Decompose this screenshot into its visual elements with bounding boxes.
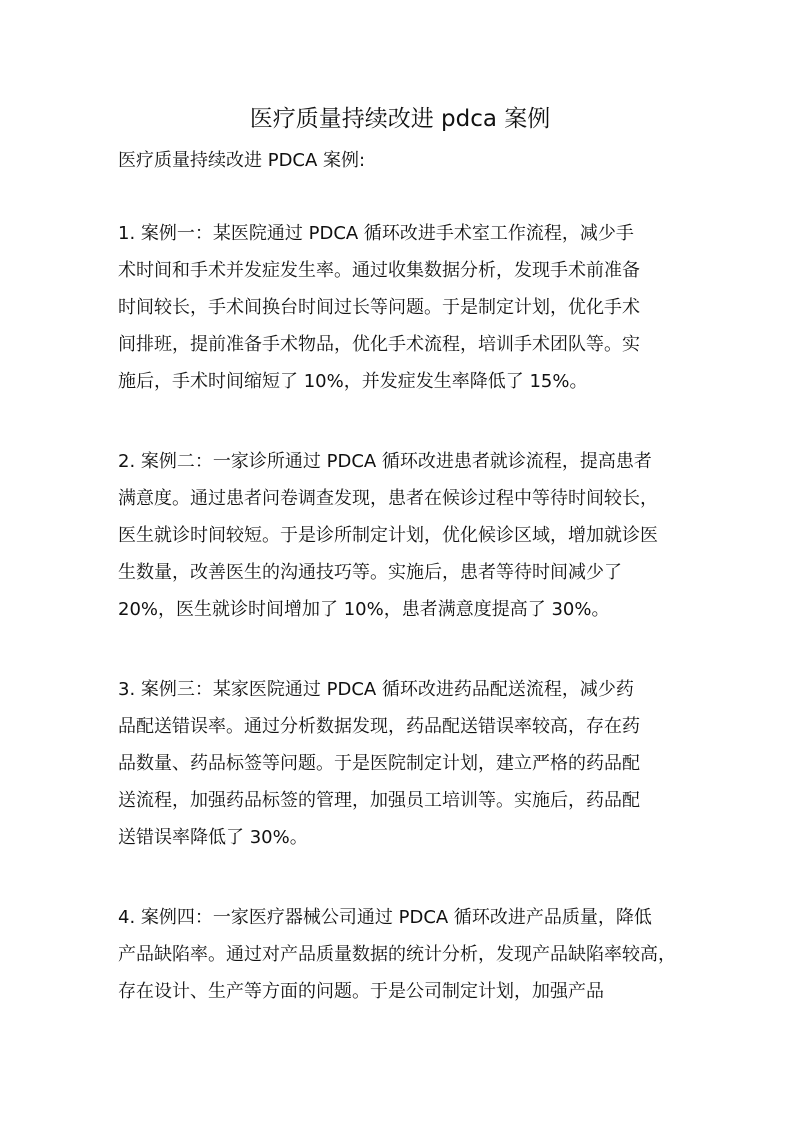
case-two-line: 生数量，改善医生的沟通技巧等。实施后，患者等待时间减少了 <box>118 562 622 583</box>
case-four-paragraph <box>118 899 686 1010</box>
case-two-line: 20%，医生就诊时间增加了 10%，患者满意度提高了 30%。 <box>118 599 610 620</box>
case-one-line: 时间较长，手术间换台时间过长等问题。于是制定计划，优化手术 <box>118 297 640 318</box>
case-two-line: 满意度。通过患者问卷调查发现，患者在候诊过程中等待时间较长， <box>118 488 658 509</box>
case-four-line: 存在设计、生产等方面的问题。于是公司制定计划，加强产品 <box>118 981 604 1002</box>
case-three-line: 3. 案例三：某家医院通过 PDCA 循环改进药品配送流程，减少药 <box>118 679 634 700</box>
case-three-paragraph <box>118 671 686 856</box>
case-four-line: 4. 案例四：一家医疗器械公司通过 PDCA 循环改进产品质量，降低 <box>118 907 652 928</box>
case-three-line: 送流程，加强药品标签的管理，加强员工培训等。实施后，药品配 <box>118 790 640 811</box>
case-two-line: 2. 案例二：一家诊所通过 PDCA 循环改进患者就诊流程，提高患者 <box>118 451 652 472</box>
case-one-line: 1. 案例一：某医院通过 PDCA 循环改进手术室工作流程，减少手 <box>118 223 634 244</box>
document-title: 医疗质量持续改进 pdca 案例 <box>249 106 551 132</box>
case-three-line: 送错误率降低了 30%。 <box>118 827 308 848</box>
case-three-line: 品配送错误率。通过分析数据发现，药品配送错误率较高，存在药 <box>118 716 640 737</box>
case-one-line: 施后，手术时间缩短了 10%，并发症发生率降低了 15%。 <box>118 371 588 392</box>
intro-line: 医疗质量持续改进 PDCA 案例: <box>118 150 366 171</box>
case-two-line: 医生就诊时间较短。于是诊所制定计划，优化候诊区域，增加就诊医 <box>118 525 658 546</box>
case-one-line: 间排班，提前准备手术物品，优化手术流程，培训手术团队等。实 <box>118 334 640 355</box>
case-two-paragraph <box>118 443 686 628</box>
case-four-line: 产品缺陷率。通过对产品质量数据的统计分析，发现产品缺陷率较高， <box>118 944 676 965</box>
case-three-line: 品数量、药品标签等问题。于是医院制定计划，建立严格的药品配 <box>118 753 640 774</box>
case-one-line: 术时间和手术并发症发生率。通过收集数据分析，发现手术前准备 <box>118 260 640 281</box>
case-one-paragraph <box>118 215 686 400</box>
